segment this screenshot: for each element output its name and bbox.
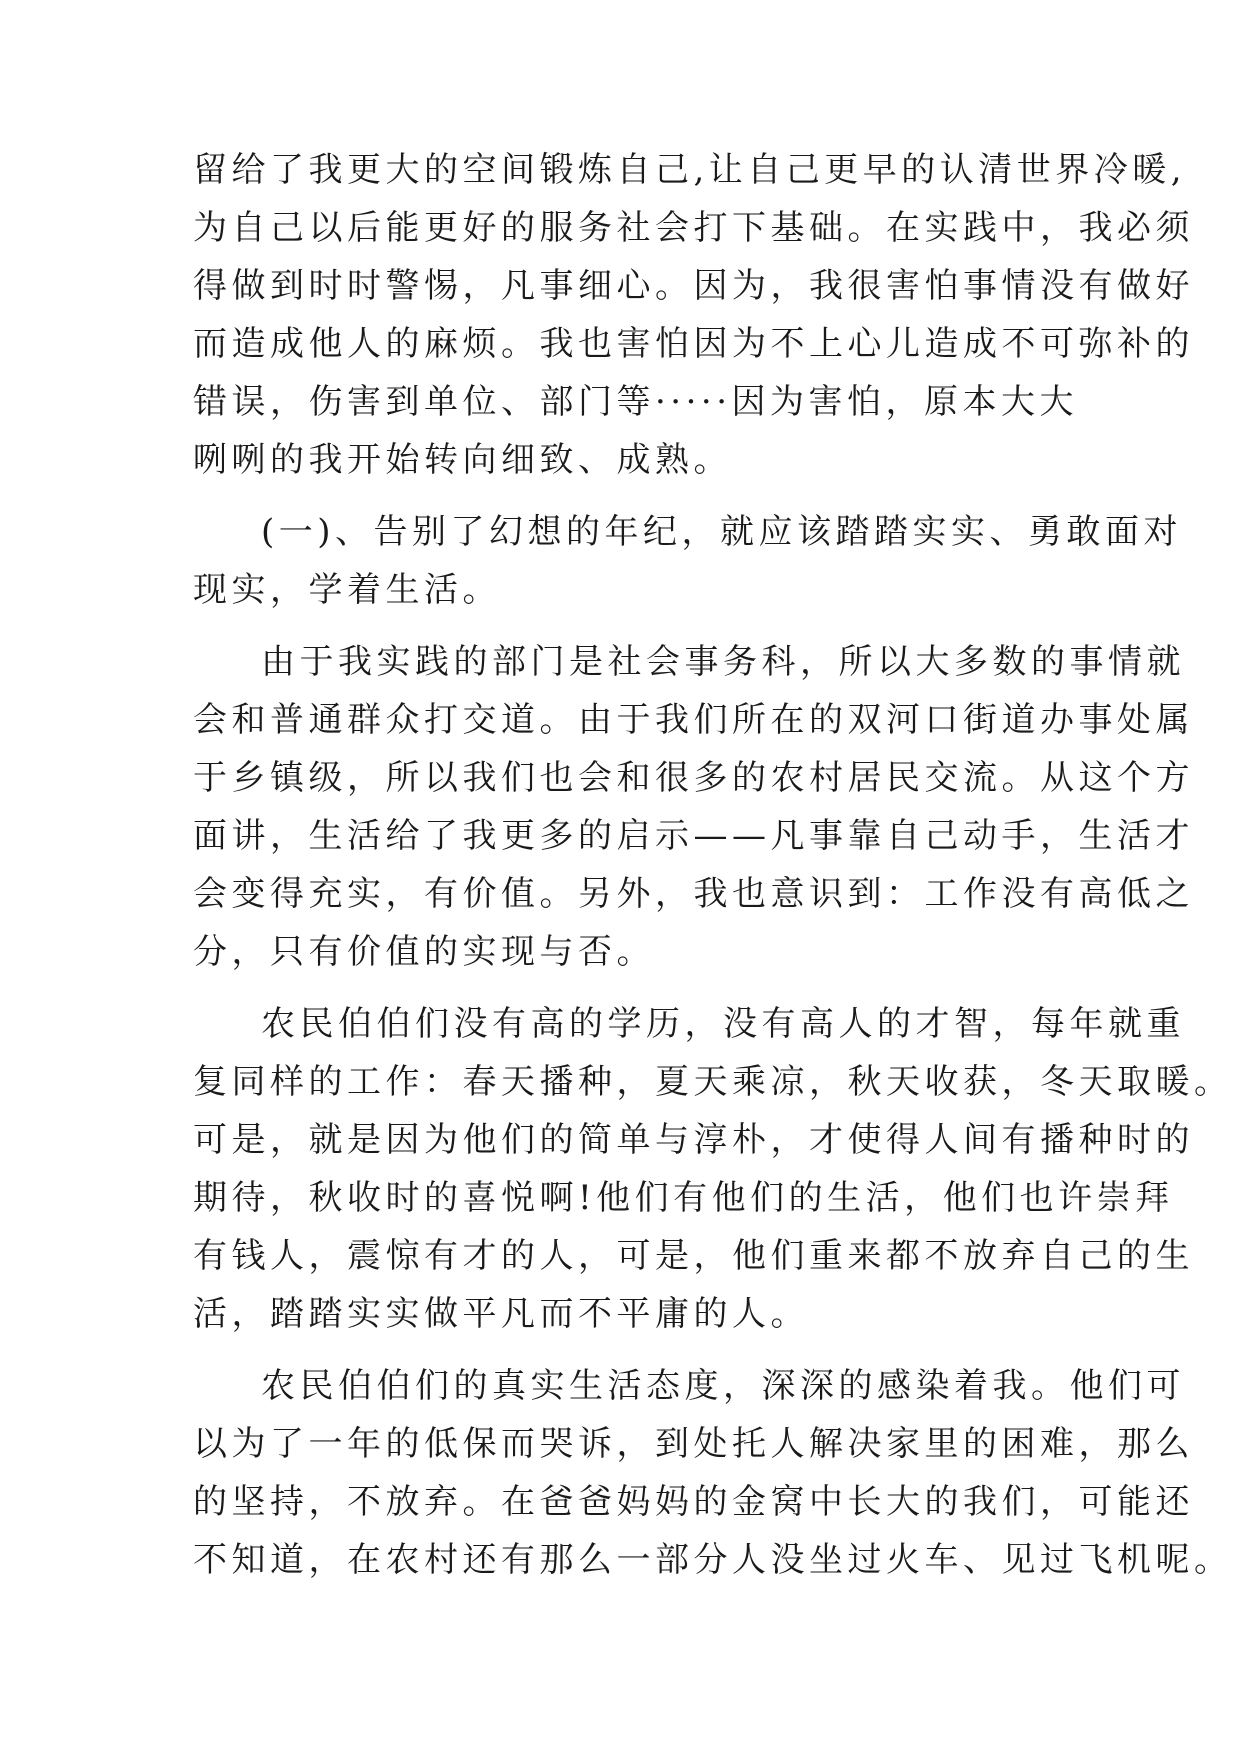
text-line: 以为了一年的低保而哭诉，到处托人解决家里的困难，那么 [193,1424,1194,1464]
text-line: 农民伯伯们没有高的学历，没有高人的才智，每年就重 [261,1004,1185,1044]
text-line: 错误，伤害到单位、部门等·····因为害怕，原本大大 [193,382,1079,422]
text-line: 有钱人，震惊有才的人，可是，他们重来都不放弃自己的生 [193,1236,1194,1276]
text-line: 而造成他人的麻烦。我也害怕因为不上心儿造成不可弥补的 [193,324,1194,364]
section-heading-line: 现实，学着生活。 [193,570,501,610]
text-line: 由于我实践的部门是社会事务科，所以大多数的事情就 [261,642,1185,682]
text-line: 留给了我更大的空间锻炼自己,让自己更早的认清世界冷暖, [193,150,1187,190]
text-line: 不知道，在农村还有那么一部分人没坐过火车、见过飞机呢。 [193,1540,1233,1580]
text-line: 为自己以后能更好的服务社会打下基础。在实践中，我必须 [193,208,1194,248]
text-line: 可是，就是因为他们的简单与淳朴，才使得人间有播种时的 [193,1120,1194,1160]
text-line: 复同样的工作：春天播种，夏天乘凉，秋天收获，冬天取暖。 [193,1062,1233,1102]
text-line: 农民伯伯们的真实生活态度，深深的感染着我。他们可 [261,1366,1185,1406]
text-line: 于乡镇级，所以我们也会和很多的农村居民交流。从这个方 [193,758,1194,798]
text-line: 活，踏踏实实做平凡而不平庸的人。 [193,1294,809,1334]
text-line: 会和普通群众打交道。由于我们所在的双河口街道办事处属 [193,700,1194,740]
text-line: 期待，秋收时的喜悦啊!他们有他们的生活，他们也许崇拜 [193,1178,1174,1218]
text-line: 会变得充实，有价值。另外，我也意识到：工作没有高低之 [193,874,1194,914]
text-line: 得做到时时警惕，凡事细心。因为，我很害怕事情没有做好 [193,266,1194,306]
text-line: 分，只有价值的实现与否。 [193,932,655,972]
text-line: 面讲，生活给了我更多的启示——凡事靠自己动手，生活才 [193,816,1194,856]
text-line: 咧咧的我开始转向细致、成熟。 [193,440,732,480]
section-heading-line: (一)、告别了幻想的年纪，就应该踏踏实实、勇敢面对 [261,512,1183,552]
text-line: 的坚持，不放弃。在爸爸妈妈的金窝中长大的我们，可能还 [193,1482,1194,1522]
